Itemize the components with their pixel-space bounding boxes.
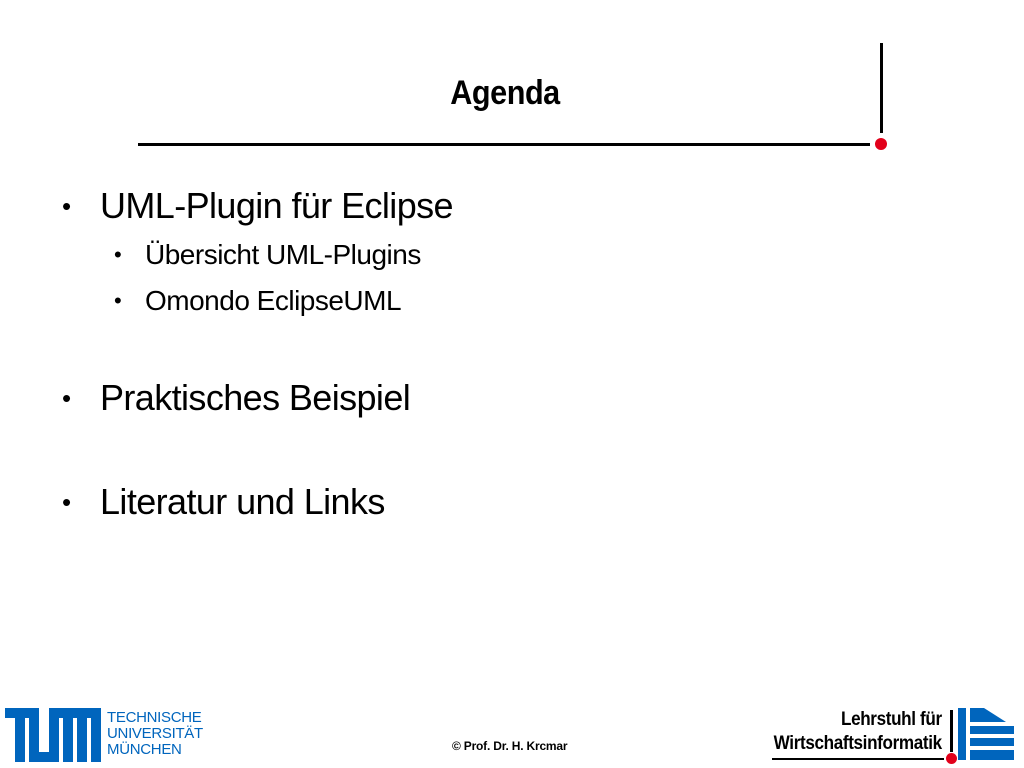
agenda-item-label: Praktisches Beispiel [100,377,411,418]
chair-name-line: Wirtschaftsinformatik [773,733,942,754]
slide-title: Agenda [450,74,560,112]
chair-name [774,708,942,756]
copyright-notice: © Prof. Dr. H. Krcmar [452,739,568,753]
agenda-list [58,180,858,528]
bullet-icon: • [62,487,71,517]
tum-wordmark [107,710,203,758]
bullet-icon: • [62,383,71,413]
bullet-icon: • [114,288,122,313]
agenda-subitem-overview [58,232,858,278]
agenda-item-label: UML-Plugin für Eclipse [100,185,453,226]
title-vertical-rule [880,43,883,133]
wirtschaftsinformatik-logo-icon [958,708,1016,760]
agenda-item-example [58,372,858,424]
bullet-icon: • [114,242,122,267]
tum-logo-icon [5,708,101,762]
tum-wordmark-line: MÜNCHEN [107,741,182,758]
agenda-item-literature [58,476,858,528]
agenda-subitem-omondo [58,278,858,324]
agenda-subitem-label: Übersicht UML-Plugins [145,239,421,270]
chair-underline [772,758,944,760]
chair-vertical-rule [950,710,953,752]
agenda-subitem-label: Omondo EclipseUML [145,285,402,316]
bullet-icon: • [62,191,71,221]
agenda-item-uml-plugin [58,180,858,232]
title-underline [138,143,870,146]
tum-wordmark-line: UNIVERSITÄT [107,725,203,742]
tum-wordmark-line: TECHNISCHE [107,709,202,726]
agenda-item-label: Literatur und Links [100,481,385,522]
footer-red-dot-icon [946,753,957,764]
chair-name-line: Lehrstuhl für [841,709,942,730]
header-red-dot-icon [875,138,887,150]
